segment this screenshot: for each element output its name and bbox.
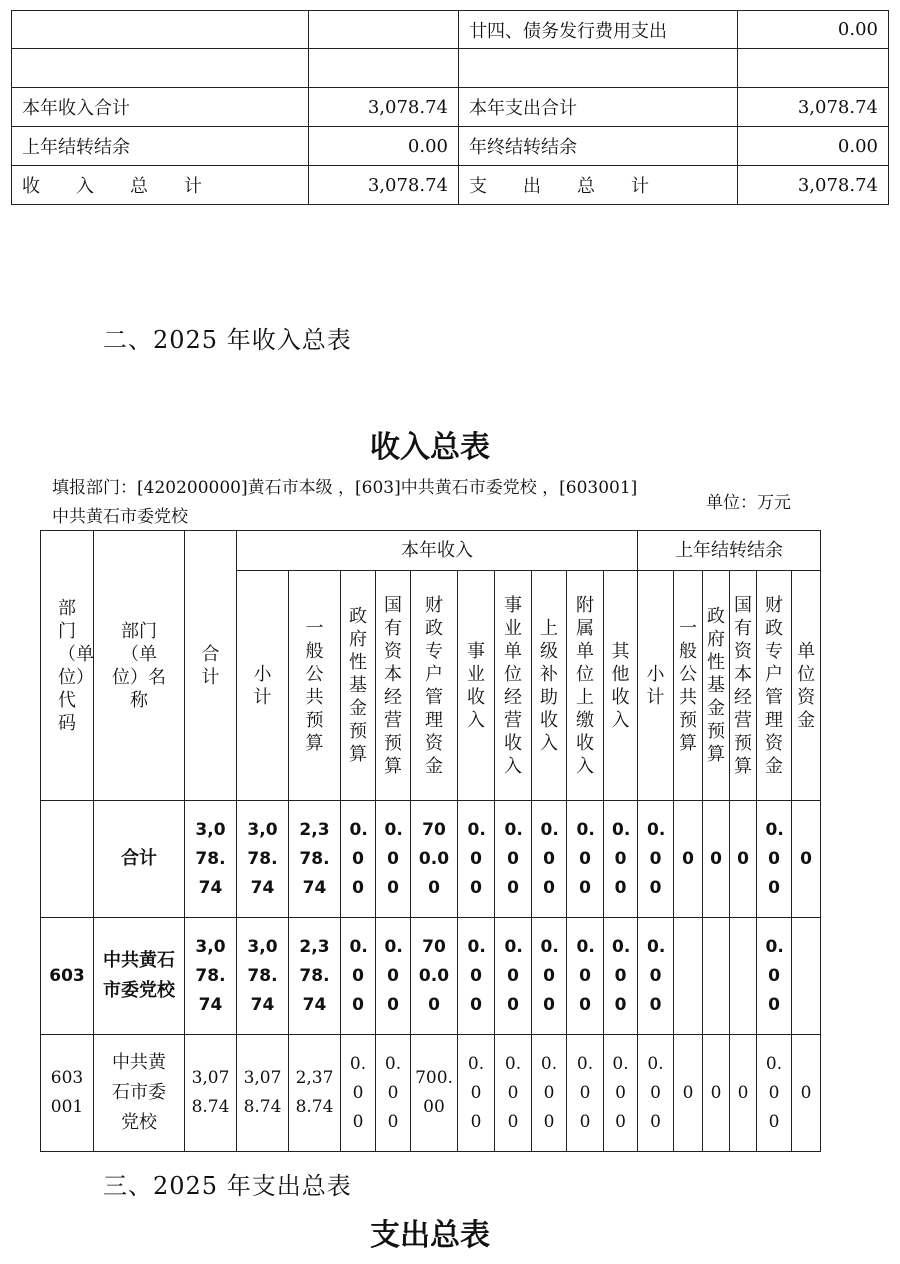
- row-name: 中共黄石市委党校: [94, 918, 185, 1035]
- summary-label: 支 出 总 计: [459, 166, 738, 205]
- row-carryover-value: 0: [792, 1035, 821, 1152]
- row-current-year-value: 0.00: [532, 801, 567, 918]
- row-current-year-value: 2,378.74: [289, 918, 341, 1035]
- header-cy-col: 小计: [237, 571, 289, 801]
- row-current-year-value: 3,078.74: [237, 918, 289, 1035]
- row-carryover-value: [674, 918, 703, 1035]
- row-carryover-value: 0: [792, 801, 821, 918]
- header-cy-col: 事业单位经营收入: [495, 571, 532, 801]
- balance-summary-table: [11, 10, 889, 205]
- header-name: 部门（单位）名称: [94, 531, 185, 801]
- header-cy-col: 国有资本经营预算: [376, 571, 411, 801]
- summary-value: 0.00: [738, 127, 889, 166]
- header-current-year: 本年收入: [237, 531, 638, 571]
- row-code: [41, 801, 94, 918]
- summary-row: [12, 127, 889, 166]
- summary-row: [12, 166, 889, 205]
- balance-summary-body: [12, 11, 889, 205]
- summary-row: [12, 49, 889, 88]
- row-carryover-value: 0: [674, 801, 703, 918]
- header-cy-col: 附属单位上缴收入: [567, 571, 604, 801]
- header-co-col: 一般公共预算: [674, 571, 703, 801]
- row-carryover-value: 0: [730, 801, 757, 918]
- header-cy-col: 事业收入: [458, 571, 495, 801]
- row-current-year-value: 700.00: [411, 918, 458, 1035]
- summary-label: 上年结转结余: [12, 127, 309, 166]
- summary-label: 年终结转结余: [459, 127, 738, 166]
- row-carryover-value: 0: [730, 1035, 757, 1152]
- table-row: [41, 801, 821, 918]
- row-carryover-value: [730, 918, 757, 1035]
- row-current-year-value: 0.00: [458, 1035, 495, 1152]
- row-carryover-value: 0.00: [638, 1035, 674, 1152]
- row-carryover-value: 0.00: [638, 918, 674, 1035]
- header-cy-col: 上级补助收入: [532, 571, 567, 801]
- summary-value: 0.00: [309, 127, 459, 166]
- row-current-year-value: 700.00: [411, 1035, 458, 1152]
- row-total: 3,078.74: [185, 801, 237, 918]
- row-carryover-value: 0.00: [757, 918, 792, 1035]
- summary-label: [459, 49, 738, 88]
- row-name: 合计: [94, 801, 185, 918]
- summary-value: 0.00: [738, 11, 889, 49]
- summary-label: 本年收入合计: [12, 88, 309, 127]
- header-co-col: 政府性基金预算: [703, 571, 730, 801]
- section3-heading: 三、2025 年支出总表: [103, 1172, 352, 1200]
- header-code: 部门（单位）代码: [41, 531, 94, 801]
- header-carryover: 上年结转结余: [638, 531, 821, 571]
- row-total: 3,078.74: [185, 1035, 237, 1152]
- summary-value: 3,078.74: [309, 88, 459, 127]
- row-code: 603: [41, 918, 94, 1035]
- row-current-year-value: 0.00: [567, 1035, 604, 1152]
- row-current-year-value: 0.00: [341, 918, 376, 1035]
- row-code: 603001: [41, 1035, 94, 1152]
- row-current-year-value: 0.00: [495, 801, 532, 918]
- row-carryover-value: 0.00: [638, 801, 674, 918]
- row-current-year-value: 0.00: [376, 918, 411, 1035]
- summary-value: 3,078.74: [738, 88, 889, 127]
- row-name: 中共黄石市委党校: [94, 1035, 185, 1152]
- header-co-col: 单位资金: [792, 571, 821, 801]
- summary-value: [309, 11, 459, 49]
- row-carryover-value: 0: [674, 1035, 703, 1152]
- row-current-year-value: 0.00: [376, 1035, 411, 1152]
- header-total: 合计: [185, 531, 237, 801]
- fill-department: 填报部门：[420200000]黄石市本级 ，[603]中共黄石市委党校 ，[603001]中共黄石市委党校: [52, 478, 638, 527]
- summary-row: [12, 11, 889, 49]
- row-current-year-value: 0.00: [495, 1035, 532, 1152]
- summary-value: [309, 49, 459, 88]
- summary-label: [12, 11, 309, 49]
- header-co-col: 小计: [638, 571, 674, 801]
- income-summary-table: [40, 530, 821, 1152]
- row-current-year-value: 3,078.74: [237, 1035, 289, 1152]
- row-current-year-value: 0.00: [495, 918, 532, 1035]
- row-total: 3,078.74: [185, 918, 237, 1035]
- row-current-year-value: 0.00: [604, 801, 638, 918]
- row-current-year-value: 0.00: [567, 918, 604, 1035]
- summary-value: 3,078.74: [309, 166, 459, 205]
- header-cy-col: 一般公共预算: [289, 571, 341, 801]
- row-current-year-value: 2,378.74: [289, 801, 341, 918]
- summary-label: 本年支出合计: [459, 88, 738, 127]
- row-current-year-value: 0.00: [376, 801, 411, 918]
- section2-heading: 二、2025 年收入总表: [103, 326, 352, 354]
- summary-label: [12, 49, 309, 88]
- header-co-col: 国有资本经营预算: [730, 571, 757, 801]
- table-row: [41, 918, 821, 1035]
- summary-label: 收 入 总 计: [12, 166, 309, 205]
- row-carryover-value: 0: [703, 1035, 730, 1152]
- row-current-year-value: 0.00: [341, 801, 376, 918]
- unit-label: 单位：万元: [706, 493, 791, 513]
- row-current-year-value: 0.00: [567, 801, 604, 918]
- row-current-year-value: 700.00: [411, 801, 458, 918]
- header-cy-col: 其他收入: [604, 571, 638, 801]
- summary-value: [738, 49, 889, 88]
- income-table-body: [41, 801, 821, 1152]
- row-current-year-value: 0.00: [458, 801, 495, 918]
- header-cy-col: 财政专户管理资金: [411, 571, 458, 801]
- row-current-year-value: 0.00: [341, 1035, 376, 1152]
- header-cy-col: 政府性基金预算: [341, 571, 376, 801]
- expense-table-title: 支出总表: [370, 1218, 490, 1253]
- summary-label: 廿四、债务发行费用支出: [459, 11, 738, 49]
- summary-value: 3,078.74: [738, 166, 889, 205]
- row-current-year-value: 3,078.74: [237, 801, 289, 918]
- row-current-year-value: 2,378.74: [289, 1035, 341, 1152]
- row-carryover-value: 0.00: [757, 1035, 792, 1152]
- row-carryover-value: 0: [703, 801, 730, 918]
- row-current-year-value: 0.00: [532, 1035, 567, 1152]
- row-carryover-value: 0.00: [757, 801, 792, 918]
- row-carryover-value: [792, 918, 821, 1035]
- row-current-year-value: 0.00: [532, 918, 567, 1035]
- row-current-year-value: 0.00: [604, 918, 638, 1035]
- income-table-title: 收入总表: [370, 430, 490, 465]
- row-current-year-value: 0.00: [458, 918, 495, 1035]
- summary-row: [12, 88, 889, 127]
- row-current-year-value: 0.00: [604, 1035, 638, 1152]
- table-row: [41, 1035, 821, 1152]
- header-co-col: 财政专户管理资金: [757, 571, 792, 801]
- row-carryover-value: [703, 918, 730, 1035]
